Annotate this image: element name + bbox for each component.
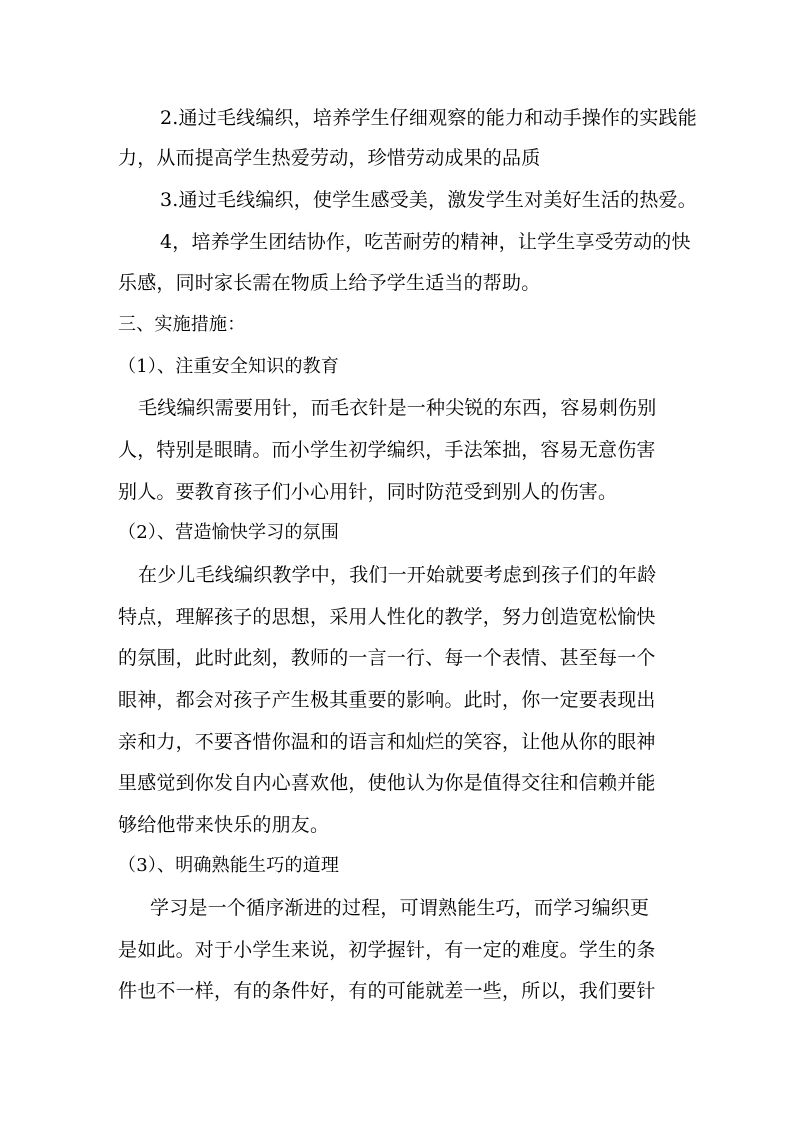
sub3-heading: （3）、明确熟能生巧的道理 — [118, 855, 340, 876]
sub3-line3: 件也不一样，有的条件好，有的可能就差一些，所以，我们要针 — [118, 980, 656, 1002]
p3-line1: 4，培养学生团结协作，吃苦耐劳的精神，让学生享受劳动的快 — [160, 231, 691, 253]
sub1-line3: 别人。要教育孩子们小心用针，同时防范受到别人的伤害。 — [118, 481, 618, 503]
sub3-line2: 是如此。对于小学生来说，初学握针，有一定的难度。学生的条 — [118, 939, 656, 961]
p1-line2: 力，从而提高学生热爱劳动，珍惜劳动成果的品质 — [118, 147, 541, 169]
section-heading: 三、实施措施： — [118, 314, 246, 335]
p3-line2: 乐感，同时家长需在物质上给予学生适当的帮助。 — [118, 272, 541, 294]
sub2-line2: 特点，理解孩子的思想，采用人性化的教学，努力创造宽松愉快 — [118, 606, 656, 628]
p2-line1: 3.通过毛线编织，使学生感受美，激发学生对美好生活的热爱。 — [160, 189, 697, 211]
sub2-line1: 在少儿毛线编织教学中，我们一开始就要考虑到孩子们的年龄 — [138, 564, 657, 586]
sub2-line4: 眼神，都会对孩子产生极其重要的影响。此时，你一定要表现出 — [118, 689, 656, 711]
sub1-line1: 毛线编织需要用针，而毛衣针是一种尖锐的东西，容易刺伤别 — [138, 397, 657, 419]
sub2-heading: （2）、营造愉快学习的氛围 — [118, 522, 340, 543]
sub2-line7: 够给他带来快乐的朋友。 — [118, 814, 330, 836]
sub2-line3: 的氛围，此时此刻，教师的一言一行、每一个表情、甚至每一个 — [118, 647, 656, 669]
sub2-line5: 亲和力，不要吝惜你温和的语言和灿烂的笑容，让他从你的眼神 — [118, 731, 656, 753]
sub2-line6: 里感觉到你发自内心喜欢他，使他认为你是值得交往和信赖并能 — [118, 772, 656, 794]
sub3-line1: 学习是一个循序渐进的过程，可谓熟能生巧，而学习编织更 — [150, 897, 650, 919]
sub1-heading: （1）、注重安全知识的教育 — [118, 356, 340, 377]
p1-line1: 2.通过毛线编织，培养学生仔细观察的能力和动手操作的实践能 — [160, 107, 697, 129]
sub1-line2: 人，特别是眼睛。而小学生初学编织，手法笨拙，容易无意伤害 — [118, 439, 656, 461]
